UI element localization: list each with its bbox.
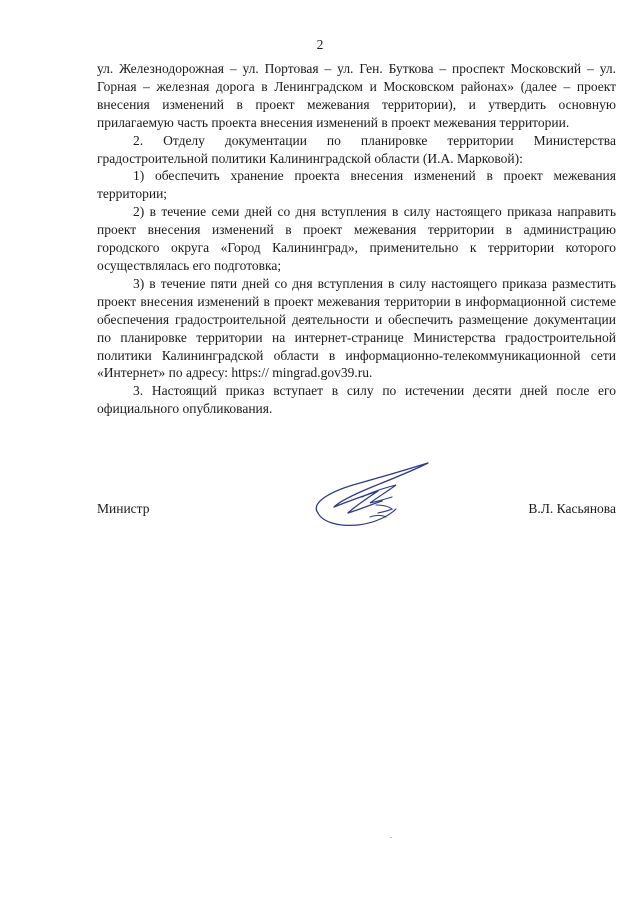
paragraph-subitem-3: 3) в течение пяти дней со дня вступления в силу настоящего приказа разместить проект внесения изменений в проект межевания территории в информационной системе обеспечения градостроительной деятельности и обеспечить размещение документации по планировке территории на интернет-странице Министерства градостроительной политики Калининградской области в информационно-телекоммуникационной сети «Интернет» по адресу: https:// mingrad.gov39.ru. [97, 275, 616, 381]
signatory-name: В.Л. Касьянова [528, 501, 616, 516]
signatory-title: Министр [97, 501, 150, 516]
paragraph-continuation: ул. Железнодорожная – ул. Портовая – ул. Ген. Буткова – проспект Московский – ул. Горная – железная дорога в Ленинградском и Московском районах» (далее – проект внесения изменений в проект межевания территории), и утвердить основную прилагаемую часть проекта внесения изменений в проект межевания территории. [97, 61, 616, 130]
scan-speck [390, 837, 392, 838]
paragraph-item-3: 3. Настоящий приказ вступает в силу по истечении десяти дней после его официального опубликования. [97, 383, 616, 417]
paragraph-item-2: 2. Отделу документации по планировке территории Министерства градостроительной политики Калининградской области (И.А. Марковой): [97, 132, 616, 166]
signature-drawing [300, 455, 440, 535]
paragraph-subitem-1: 1) обеспечить хранение проекта внесения изменений в проект межевания территории; [97, 168, 616, 202]
handwritten-signature [300, 455, 440, 535]
document-body [97, 60, 616, 418]
page-number: 2 [316, 37, 324, 52]
paragraph-subitem-2: 2) в течение семи дней со дня вступления в силу настоящего приказа направить проект внесения изменений в проект межевания территории в администрацию городского округа «Город Калининград», применительно к территории которого осуществлялась его подготовка; [97, 204, 616, 273]
